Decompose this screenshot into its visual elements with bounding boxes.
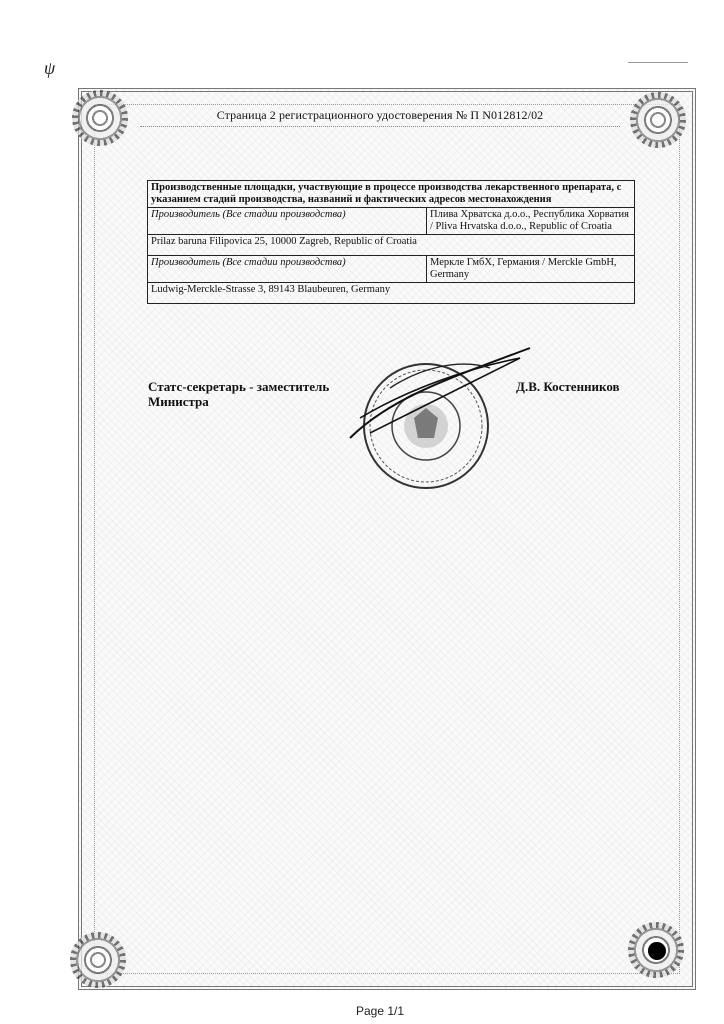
table-row	[148, 235, 635, 256]
table-row	[148, 208, 635, 235]
table-row	[148, 256, 635, 283]
page-title: Страница 2 регистрационного удостоверения № П N012812/02	[216, 108, 544, 122]
signatory-position	[148, 379, 329, 409]
table-row	[148, 283, 635, 304]
manufacturer-address: Prilaz baruna Filipovica 25, 10000 Zagreb, Republic of Croatia	[148, 235, 635, 256]
manufacturer-name: Плива Хрватска д.о.о., Республика Хорватия / Pliva Hrvatska d.o.o., Republic of Croatia	[427, 208, 635, 235]
table-intro-row	[148, 181, 635, 208]
table-intro: Производственные площадки, участвующие в процессе производства лекарственного препарата, с указанием стадий производства, названий и фактических адресов местонахождения	[148, 181, 635, 208]
manufacturer-role: Производитель (Все стадии производства)	[148, 208, 427, 235]
page-number: Page 1/1	[356, 1004, 405, 1018]
official-seal-icon	[330, 338, 540, 498]
manufacturer-address: Ludwig-Merckle-Strasse 3, 89143 Blaubeuren, Germany	[148, 283, 635, 304]
corner-rosette-bottom-left	[70, 932, 126, 988]
handwritten-mark: ψ	[44, 58, 56, 78]
position-line-1: Статс-секретарь - заместитель	[148, 379, 330, 394]
top-dash	[628, 62, 688, 63]
corner-rosette-top-right	[630, 92, 686, 148]
header-rule	[140, 126, 620, 127]
signatory-name: Д.В. Костенников	[516, 379, 620, 394]
position-line-2: Министра	[148, 394, 209, 409]
corner-dot	[648, 942, 666, 960]
manufacturer-name: Меркле ГмбХ, Германия / Merckle GmbH, Germany	[427, 256, 635, 283]
corner-rosette-top-left	[72, 90, 128, 146]
manufacturer-role: Производитель (Все стадии производства)	[148, 256, 427, 283]
manufacturing-sites-table	[147, 180, 635, 304]
